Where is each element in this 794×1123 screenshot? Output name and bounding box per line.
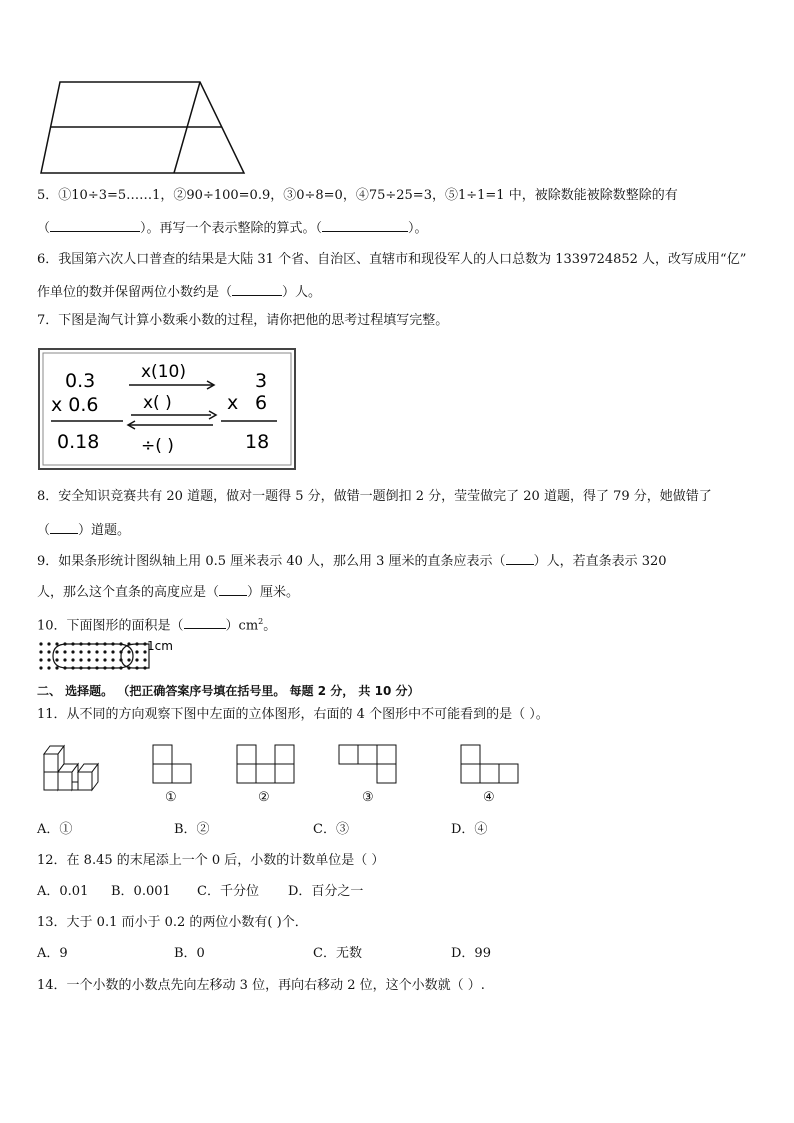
q7-op1: x(10)	[141, 362, 186, 382]
grid-dot	[63, 658, 66, 661]
grid-dot	[55, 658, 58, 661]
trapezoid-figure	[38, 80, 248, 176]
q13-option-c[interactable]: C．无数	[313, 946, 362, 961]
q5-mid: ）。再写一个表示整除的算式。（	[140, 221, 323, 236]
grid-dot	[55, 642, 58, 645]
grid-dot	[79, 658, 82, 661]
q11-fig-label-4: ④	[483, 790, 495, 805]
q12-option-a[interactable]: A．0.01	[37, 884, 89, 899]
grid-dot	[39, 650, 42, 653]
q7-a1: 0.3	[65, 370, 96, 392]
grid-dot	[95, 658, 98, 661]
q9-text-b: ）人，若直条表示 320	[533, 554, 667, 569]
q9-line1	[37, 552, 667, 570]
q13-option-d[interactable]: D．99	[451, 946, 491, 961]
q11-view-3	[338, 744, 398, 786]
q12-text: 12．在 8.45 的末尾添上一个 0 后，小数的计数单位是（ ）	[37, 853, 385, 868]
q12-option-c[interactable]: C．千分位	[197, 884, 259, 899]
q10-blank[interactable]	[184, 616, 226, 629]
q7-bx: x	[227, 392, 239, 414]
grid-dot	[71, 650, 74, 653]
grid-dot	[87, 658, 90, 661]
q5-blank2[interactable]	[322, 219, 408, 232]
q11-fig-label-1: ①	[165, 790, 177, 805]
q7-op3: ÷( )	[141, 436, 174, 456]
q13-text: 13．大于 0.1 而小于 0.2 的两位小数有( )个．	[37, 915, 308, 930]
grid-dot	[39, 658, 42, 661]
q6-line2	[37, 283, 321, 301]
q11-3d-solid	[40, 738, 112, 796]
q10-dot-grid-figure	[37, 636, 197, 678]
q11-fig-label-3: ③	[362, 790, 374, 805]
q9-text-c: 人，那么这个直条的高度应是（	[37, 585, 220, 600]
grid-dot	[63, 650, 66, 653]
q10-unit-label: 1cm	[147, 639, 173, 653]
grid-dot	[111, 658, 114, 661]
q11-view-1	[152, 744, 194, 786]
q13-option-a[interactable]: A．9	[37, 946, 68, 961]
grid-dot	[135, 650, 138, 653]
q5-blank1[interactable]	[50, 219, 140, 232]
grid-dot	[71, 658, 74, 661]
grid-dot	[47, 666, 50, 669]
q14-text: 14．一个小数的小数点先向左移动 3 位，再向右移动 2 位，这个小数就（ ）.	[37, 978, 485, 993]
q11-text: 11．从不同的方向观察下图中左面的立体图形，右面的 4 个图形中不可能看到的是（ ）。	[37, 707, 549, 722]
q5-line1: 5．①10÷3=5……1，②90÷100=0.9，③0÷8=0，④75÷25=3，⑤1÷1=1 中，被除数能被除数整除的有	[37, 188, 678, 203]
q11-fig-label-2: ②	[258, 790, 270, 805]
q7-figure	[37, 347, 297, 471]
q6-blank[interactable]	[232, 283, 282, 296]
section2-header: 二、 选择题。 （把正确答案序号填在括号里。 每题 2 分， 共 10 分）	[37, 684, 420, 698]
grid-dot	[55, 650, 58, 653]
q10-text-c: 。	[263, 618, 277, 634]
q9-text-d: ）厘米。	[247, 585, 300, 600]
q7-a3: 0.18	[57, 431, 100, 453]
q11-option-c[interactable]: C．③	[313, 822, 349, 837]
grid-dot	[79, 650, 82, 653]
q8-line1: 8．安全知识竞赛共有 20 道题，做对一题得 5 分，做错一题倒扣 2 分，莹莹做完了 20 道题，得了 79 分，她做错了	[37, 489, 712, 504]
grid-dot	[103, 658, 106, 661]
grid-dot	[47, 658, 50, 661]
q7-op2: x( )	[143, 393, 172, 413]
grid-dot	[111, 650, 114, 653]
q8-line2	[37, 521, 130, 539]
q9-blank2[interactable]	[219, 583, 247, 596]
q8-blank[interactable]	[50, 521, 78, 534]
grid-dot	[127, 658, 130, 661]
grid-dot	[135, 658, 138, 661]
grid-dot	[55, 666, 58, 669]
q5-line2	[37, 219, 428, 237]
grid-dot	[127, 650, 130, 653]
q6-text-b: ）人。	[282, 285, 322, 300]
grid-dot	[103, 650, 106, 653]
q9-blank1[interactable]	[506, 552, 534, 565]
q7-b2: 6	[255, 392, 268, 414]
q6-line1: 6．我国第六次人口普查的结果是大陆 31 个省、自治区、直辖市和现役军人的人口总数为 1339724852 人，改写成用“亿”	[37, 252, 747, 267]
q10-text-b: ）cm	[225, 618, 259, 634]
q5-close: ）。	[408, 221, 428, 236]
q8-text-a: （	[37, 523, 51, 538]
q9-text-a: 9．如果条形统计图纵轴上用 0.5 厘米表示 40 人，那么用 3 厘米的直条应表示（	[37, 554, 506, 569]
grid-dot	[47, 650, 50, 653]
grid-dot	[39, 642, 42, 645]
q11-option-a[interactable]: A．①	[37, 822, 73, 837]
q7-a2: x 0.6	[51, 394, 99, 416]
q5-open: （	[37, 221, 51, 236]
q7-b1: 3	[255, 370, 268, 392]
q10-text	[37, 614, 276, 634]
q11-option-b[interactable]: B．②	[174, 822, 210, 837]
grid-dot	[47, 642, 50, 645]
grid-dot	[95, 650, 98, 653]
q6-text-a: 作单位的数并保留两位小数约是（	[37, 285, 233, 300]
grid-dot	[87, 650, 90, 653]
q9-line2	[37, 583, 299, 601]
grid-dot	[143, 658, 146, 661]
q7-b3: 18	[245, 431, 270, 453]
q13-option-b[interactable]: B．0	[174, 946, 205, 961]
q12-option-b[interactable]: B．0.001	[111, 884, 171, 899]
q11-view-4	[460, 744, 520, 786]
q12-option-d[interactable]: D．百分之一	[288, 884, 364, 899]
q11-view-2	[236, 744, 296, 786]
q10-text-a: 10．下面图形的面积是（	[37, 618, 184, 634]
q11-option-d[interactable]: D．④	[451, 822, 488, 837]
q10-sup: 2	[258, 617, 264, 626]
grid-dot	[39, 666, 42, 669]
q7-text: 7．下图是淘气计算小数乘小数的过程，请你把他的思考过程填写完整。	[37, 313, 449, 328]
dot-grid	[39, 642, 146, 669]
q8-text-b: ）道题。	[78, 523, 131, 538]
